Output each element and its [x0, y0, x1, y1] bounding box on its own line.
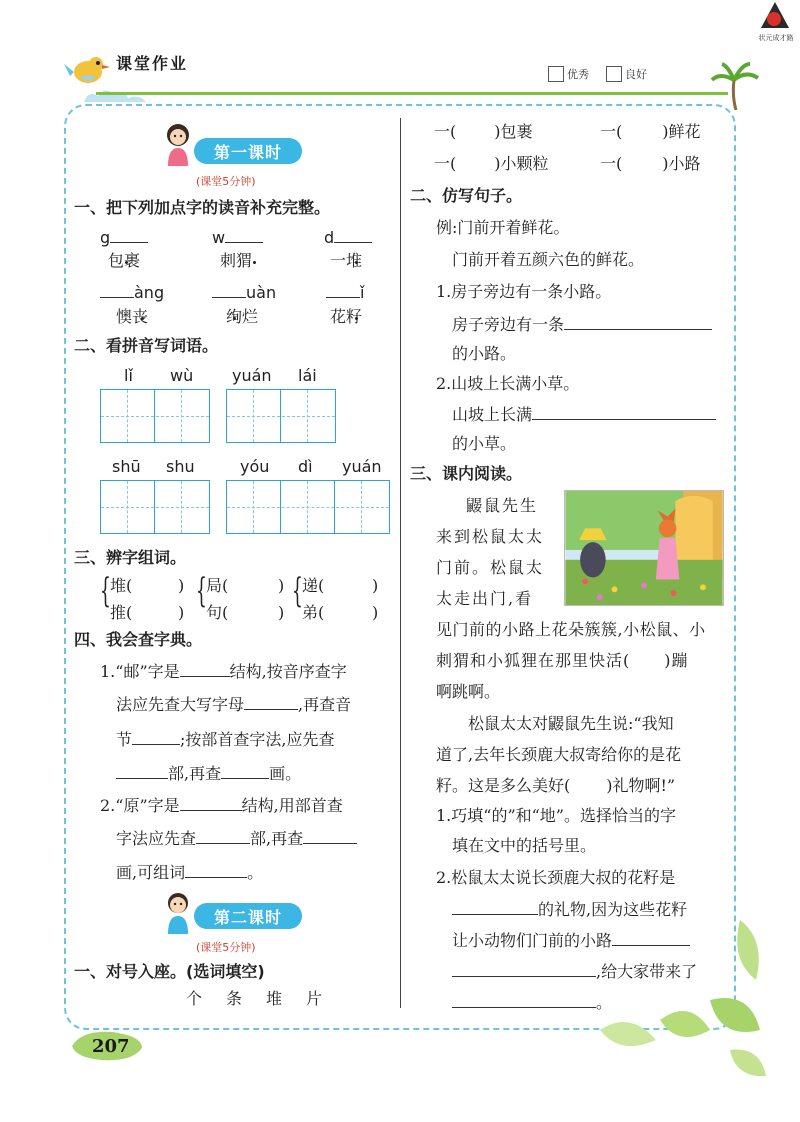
logo-brand-text: 状元成才路 [758, 34, 794, 42]
grade-excellent-label: 优秀 [567, 68, 589, 81]
answer-line[interactable] [110, 227, 148, 243]
pinyin-shu1: shū [112, 457, 141, 476]
word-yidui: 一堆 [330, 251, 363, 270]
pinyin-blank-5: uàn [212, 282, 276, 303]
logo-dot [767, 12, 781, 26]
boy-mascot-icon [160, 890, 196, 934]
q4-line5: 2.“原”字是 结构,用部首查 [100, 796, 343, 815]
answer-line[interactable] [326, 282, 360, 298]
pair3-a-close: ) [372, 576, 379, 595]
pair2-b: 句( [206, 603, 229, 622]
q4-line3: 节 ;按部首查字法,应先查 [116, 730, 335, 749]
pinyin-blank-4: àng [100, 282, 164, 303]
passage-line-10: 籽。这是多么美好( )礼物啊!” [436, 776, 676, 795]
q4-line4: 部,再查 画。 [116, 763, 301, 784]
pinyin-li: lǐ [124, 366, 133, 385]
word-ciwei: 刺猬 [220, 251, 253, 270]
pair2-b-close: ) [278, 603, 285, 622]
measure-item-4: 一( )小路 [600, 154, 701, 173]
q4-line7: 画,可组词 。 [116, 863, 264, 882]
answer-line[interactable] [100, 282, 134, 298]
page-number: 207 [92, 1036, 130, 1057]
measure-item-1: 一( )包裹 [434, 122, 533, 141]
brace-3: { [292, 571, 303, 611]
pinyin-wu: wù [170, 366, 194, 385]
sentence-2-rewrite: 山坡上长满 [452, 404, 716, 425]
writing-grid-1[interactable] [100, 389, 210, 443]
answer-line[interactable] [532, 404, 716, 420]
grade-excellent[interactable] [548, 66, 589, 82]
measure-item-2: 一( )鲜花 [600, 122, 701, 141]
writing-grid-4[interactable] [226, 480, 390, 534]
pair1-a-close: ) [178, 576, 185, 595]
question-2-line-1: 2.松鼠太太说长颈鹿大叔的花籽是 [436, 868, 676, 887]
writing-grid-3[interactable] [100, 480, 210, 534]
lesson1-q1-title: 一、把下列加点字的读音补充完整。 [74, 198, 331, 217]
pinyin-lai: lái [298, 366, 317, 385]
passage-line-8: 松鼠太太对鼹鼠先生说:“我知 [468, 714, 674, 733]
girl-mascot-icon [160, 122, 196, 166]
pair3-b: 弟( [302, 603, 325, 622]
brace-2: { [196, 571, 207, 611]
sentence-1-end: 的小路。 [452, 344, 517, 363]
answer-line[interactable] [225, 227, 263, 243]
pinyin-you: yóu [240, 457, 270, 476]
pair3-a: 递( [302, 576, 325, 595]
lesson2-time: (课堂5分钟) [196, 941, 256, 954]
lesson2-banner: 第二课时 [194, 903, 302, 929]
story-illustration [564, 490, 724, 606]
sentence-1: 1.房子旁边有一条小路。 [436, 282, 612, 301]
question-2-line-4: ,给大家带来了 [452, 961, 697, 982]
answer-line[interactable] [452, 899, 538, 915]
answer-line[interactable] [116, 763, 168, 779]
lesson2-q1-title: 一、对号入座。(选词填空) [74, 962, 265, 981]
word-xuanlan: 绚烂 [226, 307, 259, 326]
header-rule [96, 92, 728, 95]
answer-line[interactable] [180, 661, 230, 677]
publisher-logo [752, 2, 796, 46]
pinyin-blank-1: g [100, 227, 148, 248]
palm-tree-icon [710, 60, 760, 110]
answer-line[interactable] [334, 227, 372, 243]
answer-line[interactable] [185, 862, 247, 878]
pinyin-di: dì [298, 457, 313, 476]
q4-line6: 字法应先查 部,再查 [116, 828, 357, 849]
question-2-line-2: 的礼物,因为这些花籽 [452, 899, 687, 920]
example-1: 例:门前开着鲜花。 [436, 218, 570, 237]
grade-good-label: 良好 [625, 68, 647, 81]
answer-line[interactable] [180, 795, 242, 811]
q4-line1: 1.“邮”字是 结构,按音序查字 [100, 662, 347, 681]
answer-line[interactable] [221, 763, 269, 779]
answer-line[interactable] [303, 828, 357, 844]
lesson2-q3-title: 三、课内阅读。 [410, 464, 523, 483]
pinyin-blank-2: w [212, 227, 263, 248]
brace-1: { [100, 571, 111, 611]
lesson1-time: (课堂5分钟) [196, 175, 256, 188]
lesson1-q3-title: 三、辨字组词。 [74, 548, 187, 567]
lesson1-q4-title: 四、我会查字典。 [74, 630, 203, 649]
grade-excellent-checkbox[interactable] [548, 66, 564, 82]
lesson2-q2-title: 二、仿写句子。 [410, 186, 523, 205]
page-title: 课堂作业 [116, 54, 189, 73]
pair1-b: 推( [110, 603, 133, 622]
pinyin-yuan: yuán [232, 366, 272, 385]
pinyin-yuan2: yuán [342, 457, 382, 476]
passage-line-4: 太走出门,看 [436, 589, 534, 608]
column-divider [400, 118, 401, 1008]
word-baoguo: 包裹 [108, 251, 141, 270]
answer-line[interactable] [132, 729, 180, 745]
measure-item-3: 一( )小颗粒 [434, 154, 549, 173]
passage-line-7: 啊跳啊。 [436, 682, 501, 701]
answer-line[interactable] [564, 314, 712, 330]
sentence-2-end: 的小草。 [452, 434, 517, 453]
pair1-a: 堆( [110, 576, 133, 595]
leaves-decoration-icon [560, 880, 770, 1080]
passage-line-3: 门前。松鼠太 [436, 558, 545, 577]
pair3-b-close: ) [372, 603, 379, 622]
answer-line[interactable] [212, 282, 246, 298]
sentence-2: 2.山坡上长满小草。 [436, 374, 580, 393]
lesson1-q2-title: 二、看拼音写词语。 [74, 336, 219, 355]
pinyin-blank-3: d [324, 227, 372, 248]
question-2-line-3: 让小动物们门前的小路 [452, 930, 690, 951]
pair2-a: 局( [206, 576, 229, 595]
sentence-1-rewrite: 房子旁边有一条 [452, 314, 712, 335]
word-options: 个 条 堆 片 [186, 989, 327, 1008]
question-1-line-1: 1.巧填“的”和“地”。选择恰当的字 [436, 806, 676, 825]
pinyin-blank-6: ǐ [326, 282, 364, 303]
grade-good[interactable] [606, 66, 647, 82]
lesson1-banner: 第一课时 [194, 138, 302, 164]
pair2-a-close: ) [278, 576, 285, 595]
word-huazi: 花籽 [330, 307, 363, 326]
pair1-b-close: ) [178, 603, 185, 622]
question-2-line-5: 。 [452, 992, 612, 1013]
passage-line-2: 来到松鼠太太 [436, 527, 545, 546]
answer-line[interactable] [244, 694, 298, 710]
passage-line-6: 刺猬和小狐狸在那里快活( )蹦 [436, 651, 689, 670]
writing-grid-2[interactable] [226, 389, 336, 443]
clouds-decoration-icon [80, 84, 150, 106]
passage-line-5: 见门前的小路上花朵簇簇,小松鼠、小 [436, 620, 706, 639]
passage-line-9: 道了,去年长颈鹿大叔寄给你的是花 [436, 745, 682, 764]
word-aosang: 懊丧 [116, 307, 149, 326]
q4-line2: 法应先查大写字母 ,再查音 [116, 695, 352, 714]
question-1-line-2: 填在文中的括号里。 [452, 836, 597, 855]
example-2: 门前开着五颜六色的鲜花。 [452, 250, 645, 269]
pinyin-shu2: shu [166, 457, 195, 476]
grade-good-checkbox[interactable] [606, 66, 622, 82]
answer-line[interactable] [196, 828, 250, 844]
passage-line-1: 鼹鼠先生 [466, 496, 539, 515]
